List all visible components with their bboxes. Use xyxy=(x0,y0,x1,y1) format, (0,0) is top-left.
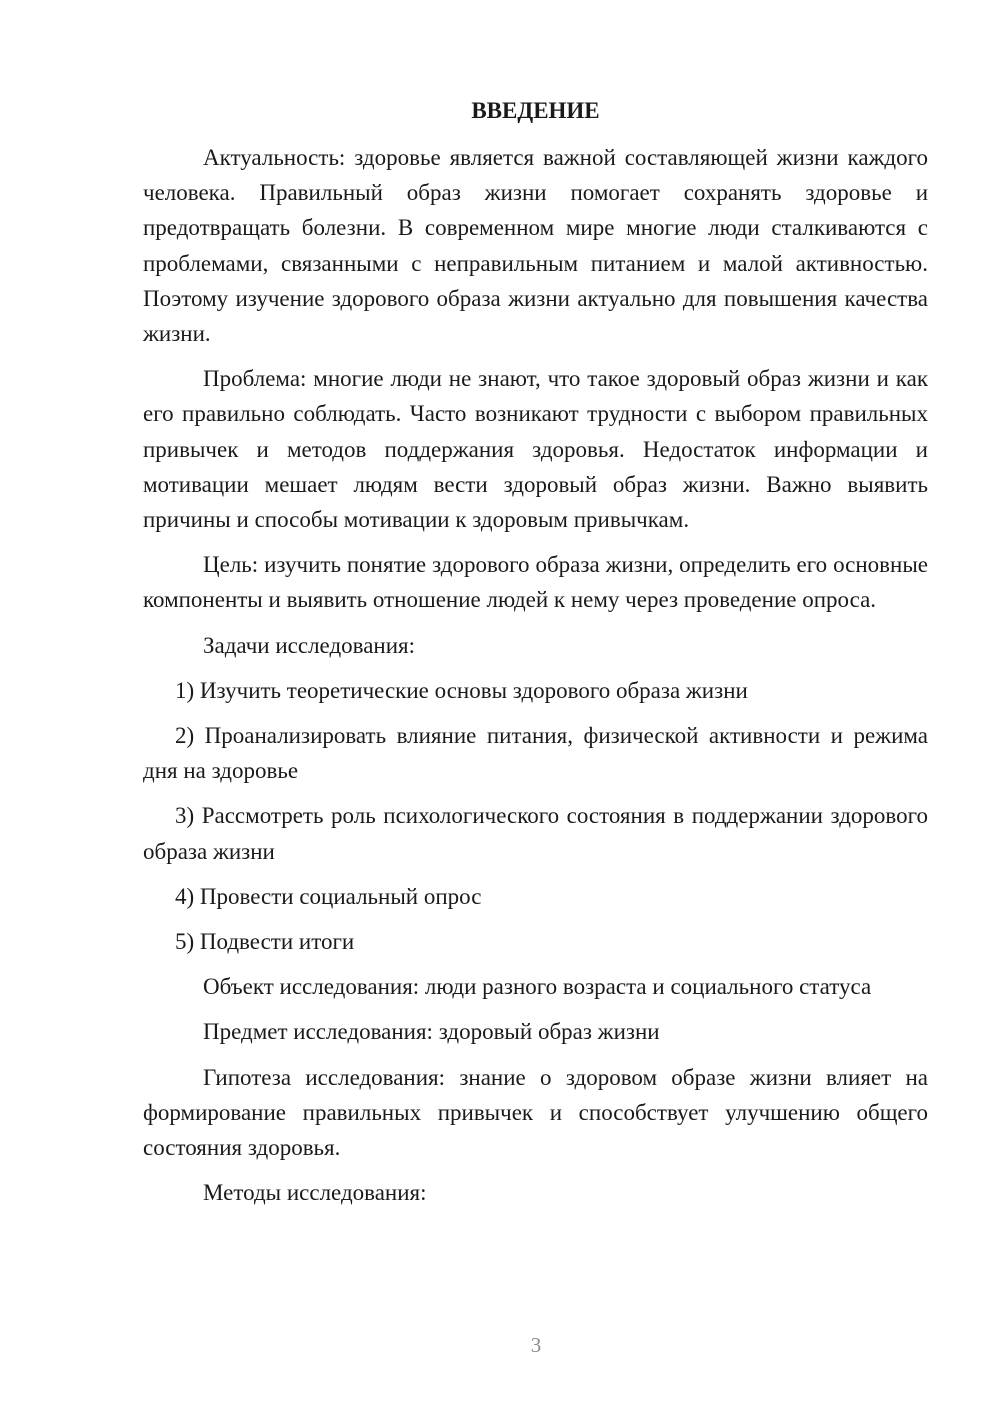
task-item: 1) Изучить теоретические основы здорового образа жизни xyxy=(175,677,748,703)
paragraph-methods: Методы исследования: xyxy=(203,1180,427,1206)
page-content xyxy=(143,93,928,1220)
task-item: 3) Рассмотреть роль психологического состояния в поддержании здорового образа жизни xyxy=(143,803,928,864)
task-item: 2) Проанализировать влияние питания, физической активности и режима дня на здоровье xyxy=(143,723,928,784)
paragraph-goal: Цель: изучить понятие здорового образа жизни, определить его основные компоненты и выявить отношение людей к нему через проведение опроса. xyxy=(143,552,928,613)
paragraph-hypothesis: Гипотеза исследования: знание о здоровом образе жизни влияет на формирование правильных привычек и способствует улучшению общего состояния здоровья. xyxy=(143,1064,928,1161)
paragraph-problem: Проблема: многие люди не знают, что такое здоровый образ жизни и как его правильно соблюдать. Часто возникают трудности с выбором правильных привычек и методов поддержания здоровья. Недостаток информации и мотивации мешает людям вести здоровый образ жизни. Важно выявить причины и способы мотивации к здоровым привычкам. xyxy=(143,366,928,533)
paragraph-object: Объект исследования: люди разного возраста и социального статуса xyxy=(203,974,872,1000)
page-number: 3 xyxy=(530,1333,542,1357)
page-title: ВВЕДЕНИЕ xyxy=(471,98,600,123)
task-item: 5) Подвести итоги xyxy=(175,929,355,955)
paragraph-relevance: Актуальность: здоровье является важной составляющей жизни каждого человека. Правильный образ жизни помогает сохранять здоровье и предотвращать болезни. В современном мире многие люди сталкиваются с проблемами, связанными с неправильным питанием и малой активностью. Поэтому изучение здорового образа жизни актуально для повышения качества жизни. xyxy=(143,145,928,347)
paragraph-tasks-heading: Задачи исследования: xyxy=(203,632,416,658)
paragraph-subject: Предмет исследования: здоровый образ жизни xyxy=(203,1019,660,1045)
task-item: 4) Провести социальный опрос xyxy=(175,883,482,909)
